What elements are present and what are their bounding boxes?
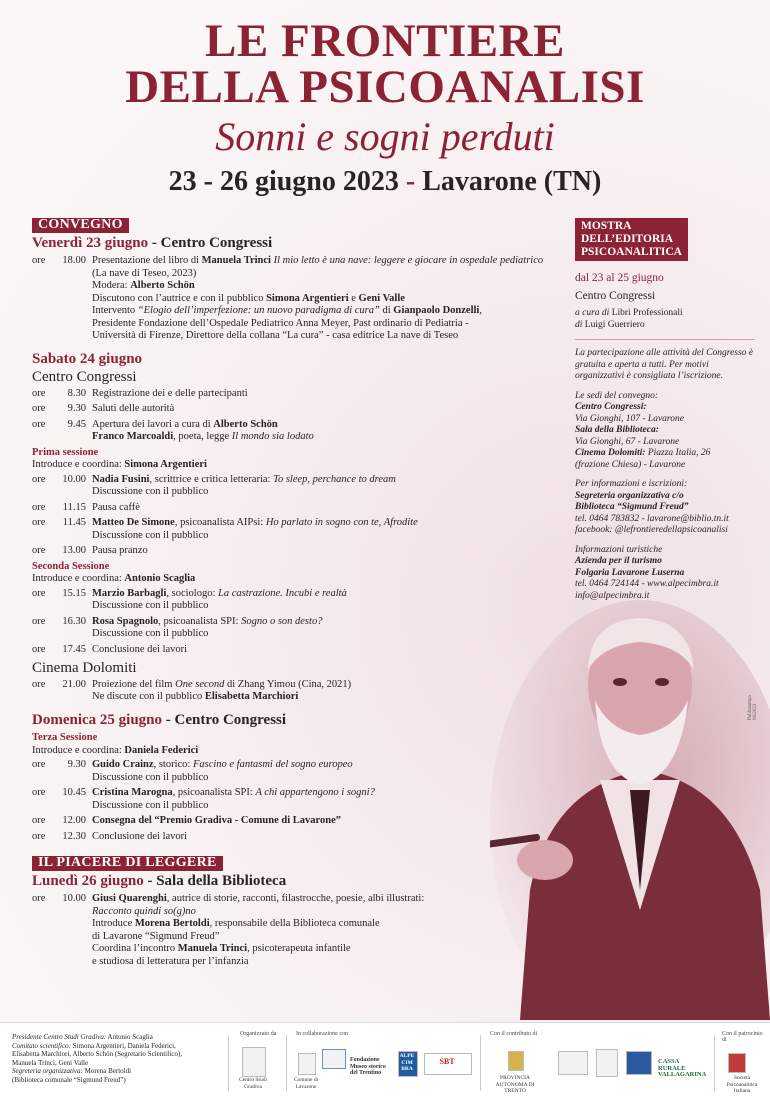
page-title <box>0 15 770 113</box>
credits: Presidente Centro Studi Gradiva: Antonio Scaglia Comitato scientifico: Simona Argentieri, Daniela Federici, Elisabetta Marchiori, Alberto Schön (Segretario Scientifico), Manuela Trinci, Geni Valle Segreteria organizzativa: Morena Bertoldi (Biblioteca comunale “Sigmund Freud”) <box>12 1033 183 1084</box>
exhibition-venue: Centro Congressi <box>575 289 656 302</box>
session-1-coordinator: Introduce e coordina: Simona Argentieri <box>32 459 207 470</box>
program-column <box>32 218 552 971</box>
program-row: ore 9.30 Guido Crainz, storico: Fascino e fantasmi del sogno europeo Discussione con il pubblico <box>32 759 353 783</box>
convegno-tag: CONVEGNO <box>32 218 129 233</box>
monday-heading: Lunedì 26 giugno - Sala della Biblioteca <box>32 872 287 889</box>
program-row: ore 10.45 Cristina Marogna, psicoanalista SPI: A chi appartengono i sogni? Discussione con il pubblico <box>32 787 375 811</box>
program-row: ore 9.45 Apertura dei lavori a cura di Alberto Schön Franco Marcoaldi, poeta, legge Il mondo sia lodato <box>32 418 314 442</box>
friday-heading <box>32 234 552 251</box>
spi-logo-text: Società Psicoanalitica Italiana <box>726 1075 758 1094</box>
exhibition-tag: MOSTRA DELL’EDITORIA PSICOANALITICA <box>575 218 688 261</box>
fondazione-logo <box>596 1049 618 1077</box>
provincia-logo-text: PROVINCIA AUTONOMA DI TRENTO <box>495 1075 535 1094</box>
program-row: ore 9.30 Saluti delle autorità <box>32 403 175 414</box>
program-row: ore 16.30 Rosa Spagnolo, psicoanalista SPI: Sogno o son desto? Discussione con il pubblico <box>32 615 323 639</box>
program-row: ore 11.15 Pausa caffè <box>32 501 140 513</box>
friday-date: Venerdì 23 giugno <box>32 234 149 251</box>
program-row: ore 12.00 Consegna del “Premio Gradiva - Comune di Lavarone” <box>32 815 341 826</box>
program-row: ore 12.30 Conclusione dei lavori <box>32 830 188 842</box>
date-range: 23 - 26 giugno 2023 <box>168 166 399 197</box>
program-row: ore 21.00 Proiezione del film One second di Zhang Yimou (Cina, 2021) Ne discute con il pubblico Elisabetta Marchiori <box>32 678 352 702</box>
leggere-tag: IL PIACERE DI LEGGERE <box>32 856 223 871</box>
footer: Presidente Centro Studi Gradiva: Antonio Scaglia Comitato scientifico: Simona Argentieri, Daniela Federici, Elisabetta Marchiori, Alberto Schön (Segretario Scientifico), Manuela Trinci, Geni Valle Segreteria organizzativa: Morena Bertoldi (Biblioteca comunale “Sigmund Freud”) Organizzato da Centro Studi Gradiva In collaborazione con Comune di Lavarone Fondazione Museo storico del Trentino ALPE CIM BRA SBT Con il contributo di PROVINCIA AUTONOMA DI TRENTO CASSA RURALE VALLAGARINA Con il patrocinio di Società Psicoanalitica Italiana <box>0 1022 770 1100</box>
tourism-block: Informazioni turistiche Azienda per il turismo Folgaria Lavarone Luserna tel. 0464 724144 - www.alpecimbra.it info@alpecimbra.it <box>575 544 719 601</box>
session-2-coordinator: Introduce e coordina: Antonio Scaglia <box>32 573 196 584</box>
saturday-venue: Centro Congressi <box>32 369 137 385</box>
friday-venue: - Centro Congressi <box>151 234 273 251</box>
lavarone-logo <box>322 1049 346 1069</box>
gradiva-logo-text: Centro Studi Gradiva <box>239 1077 267 1090</box>
exhibition-sidebar <box>575 218 755 602</box>
trentino-logo <box>626 1051 652 1075</box>
provincia-logo <box>508 1051 524 1071</box>
spi-logo <box>728 1053 746 1073</box>
sunday-heading: Domenica 25 giugno - Centro Congressi <box>32 711 287 728</box>
subtitle: Sonni e sogni perduti <box>215 114 555 159</box>
session-3-title: Terza Sessione <box>32 732 98 743</box>
session-3-coordinator: Introduce e coordina: Daniela Federici <box>32 744 199 756</box>
title-line-2: DELLA PSICOANALISI <box>125 61 645 113</box>
patronage-label: Con il patrocinio di <box>722 1031 763 1043</box>
program-row: ore 13.00 Pausa pranzo <box>32 545 148 556</box>
collaboration-label: In collaborazione con <box>296 1031 348 1037</box>
session-1-title: Prima sessione <box>32 446 99 458</box>
title-line-1: LE FRONTIERE <box>205 15 565 67</box>
program-row: ore 8.30 Registrazione dei e delle partecipanti <box>32 387 248 399</box>
saturday-heading: Sabato 24 giugno <box>32 350 143 367</box>
info-block: Per informazioni e iscrizioni: Segreteria organizzativa c/o Biblioteca “Sigmund Freud” tel. 0464 783832 - lavarone@biblio.tn.it facebook: @lefrontieredellapsicoanalisi <box>575 479 729 535</box>
dates-dash: - <box>405 166 416 197</box>
program-row: ore 10.00 Nadia Fusini, scrittrice e critica letteraria: To sleep, perchance to dream Discussione con il pubblico <box>32 473 396 497</box>
venues-block: Le sedi del convegno: Centro Congressi: Via Gionghi, 107 - Lavarone Sala della Biblioteca: Via Gionghi, 67 - Lavarone Cinema Dolomiti: Piazza Italia, 26 (frazione Chiesa) - Lavarone <box>575 390 711 470</box>
exhibition-curator: a cura di Libri Professionali di Luigi Guerriero <box>575 308 683 330</box>
session-2-title: Seconda Sessione <box>32 560 110 572</box>
contribution-label: Con il contributo di <box>490 1031 538 1037</box>
cinema-venue: Cinema Dolomiti <box>32 660 137 676</box>
comune-logo-text: Comune di Lavarone <box>293 1077 319 1090</box>
program-row: ore 10.00 Giusi Quarenghi, autrice di storie, racconti, filastrocche, poesie, albi illustrati: Racconto quindi so(g)no Introduce Morena Bertoldi, responsabile della Biblioteca comunale di Lavarone “Sigmund Freud” Coordina l’incontro Manuela Trinci, psicoterapeuta infantile e studiosa di letteratura per l’infanzia <box>32 893 425 967</box>
gradiva-logo <box>242 1047 266 1077</box>
program-row: ore 18.00 Presentazione del libro di Manuela Trinci Il mio letto è una nave: leggere e giocare in ospedale pediatrico (La nave di Teseo, 2023) Modera: Alberto Schön Discutono con l’autrice e con il pubblico Simona Argentieri e Geni Valle Intervento “Elogio dell’imperfezione: un nuovo paradigma di cura” di Gianpaolo Donzelli, Presidente Fondazione dell’Ospedale Pediatrico Anna Meyer, Past ordinario di Pediatria - Università di Firenze, Direttore della collana “La cura” - casa editrice La nave di Teseo <box>32 255 544 341</box>
print-note: Publistampa 06/2023 <box>748 695 758 720</box>
exhibition-dates: dal 23 al 25 giugno <box>575 272 664 284</box>
region-logo <box>558 1051 588 1075</box>
program-row: ore 17.45 Conclusione dei lavori <box>32 643 188 655</box>
event-dates <box>0 166 770 198</box>
comune-logo <box>298 1053 316 1075</box>
event-place: Lavarone (TN) <box>422 166 602 197</box>
organized-by-label: Organizzato da <box>240 1031 277 1037</box>
cassa-rurale-logo: CASSA RURALE VALLAGARINA <box>658 1058 707 1078</box>
program-row: ore 15.15 Marzio Barbagli, sociologo: La castrazione. Incubi e realtà Discussione con il pubblico <box>32 587 347 611</box>
museo-logo: Fondazione Museo storico del Trentino <box>350 1057 386 1076</box>
program-row: ore 11.45 Matteo De Simone, psicoanalista AIPsi: Ho parlato in sogno con te, Afrodite Discussione con il pubblico <box>32 517 418 541</box>
participation-note: La partecipazione alle attività del Congresso è gratuita e aperta a tutti. Per motivi organizzativi è consigliata l’iscrizione. <box>575 348 754 381</box>
